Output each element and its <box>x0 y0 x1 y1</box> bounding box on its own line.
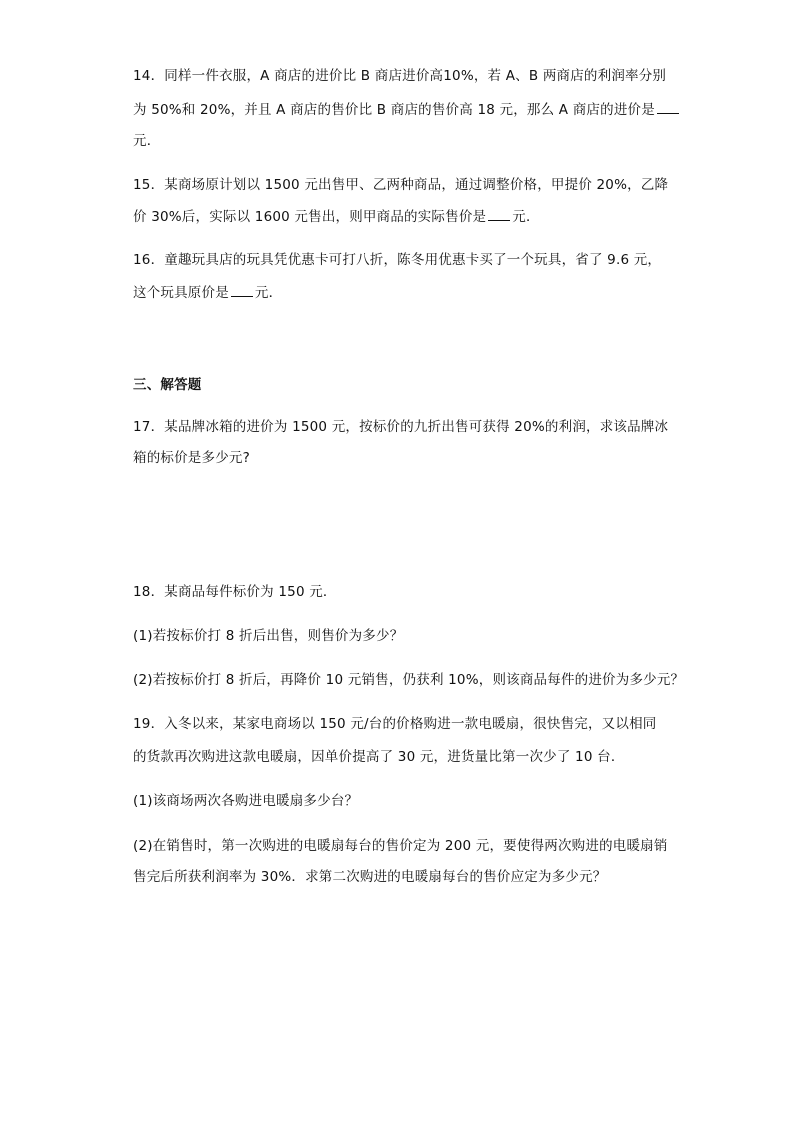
q19-part-2-line-2: 售完后所获利润率为 30%．求第二次购进的电暖扇每台的售价应定为多少元？ <box>133 869 607 885</box>
q14-line-3: 元． <box>133 133 161 149</box>
answer-blank <box>488 206 510 221</box>
q18-part-1: (1)若按标价打 8 折后出售，则售价为多少？ <box>133 628 404 644</box>
q14-line-1: 14．同样一件衣服，A 商店的进价比 B 商店进价高10%，若 A、B 两商店的利润率分别 <box>133 68 667 84</box>
q16-line-2-unit: 元． <box>254 285 283 301</box>
q16-line-1: 16．童趣玩具店的玩具凭优惠卡可打八折，陈冬用优惠卡买了一个玩具，省了 9.6 元， <box>133 252 662 268</box>
q15-line-1: 15．某商场原计划以 1500 元出售甲、乙两种商品，通过调整价格，甲提价 20%，乙降 <box>133 177 669 193</box>
q17-line-2: 箱的标价是多少元? <box>133 450 250 466</box>
answer-blank <box>657 99 679 114</box>
q16-line-2 <box>133 282 282 303</box>
q14-line-2-text: 为 50%和 20%，并且 A 商店的售价比 B 商店的售价高 18 元，那么 A 商店的进价是 <box>133 102 655 118</box>
q18-stem: 18．某商品每件标价为 150 元． <box>133 584 337 600</box>
q16-line-2-text: 这个玩具原价是 <box>133 285 229 301</box>
q15-line-2-text: 价 30%后，实际以 1600 元售出，则甲商品的实际售价是 <box>133 209 487 225</box>
q18-part-2: (2)若按标价打 8 折后，再降价 10 元销售，仍获利 10%，则该商品每件的进价为多少元？ <box>133 672 685 688</box>
answer-blank <box>231 282 253 297</box>
q19-part-2-line-1: (2)在销售时，第一次购进的电暖扇每台的售价定为 200 元，要使得两次购进的电暖扇销 <box>133 838 668 854</box>
section-title: 三、解答题 <box>133 377 202 393</box>
q14-line-2 <box>133 99 681 120</box>
q15-line-2-unit: 元． <box>512 209 540 225</box>
q15-line-2 <box>133 206 540 227</box>
q19-line-2: 的货款再次购进这款电暖扇，因单价提高了 30 元，进货量比第一次少了 10 台． <box>133 749 625 765</box>
q17-line-1: 17．某品牌冰箱的进价为 1500 元，按标价的九折出售可获得 20%的利润，求该品牌冰 <box>133 419 669 435</box>
q19-part-1: (1)该商场两次各购进电暖扇多少台？ <box>133 793 359 809</box>
q19-line-1: 19．入冬以来，某家电商场以 150 元/台的价格购进一款电暖扇，很快售完，又以相同 <box>133 716 657 732</box>
